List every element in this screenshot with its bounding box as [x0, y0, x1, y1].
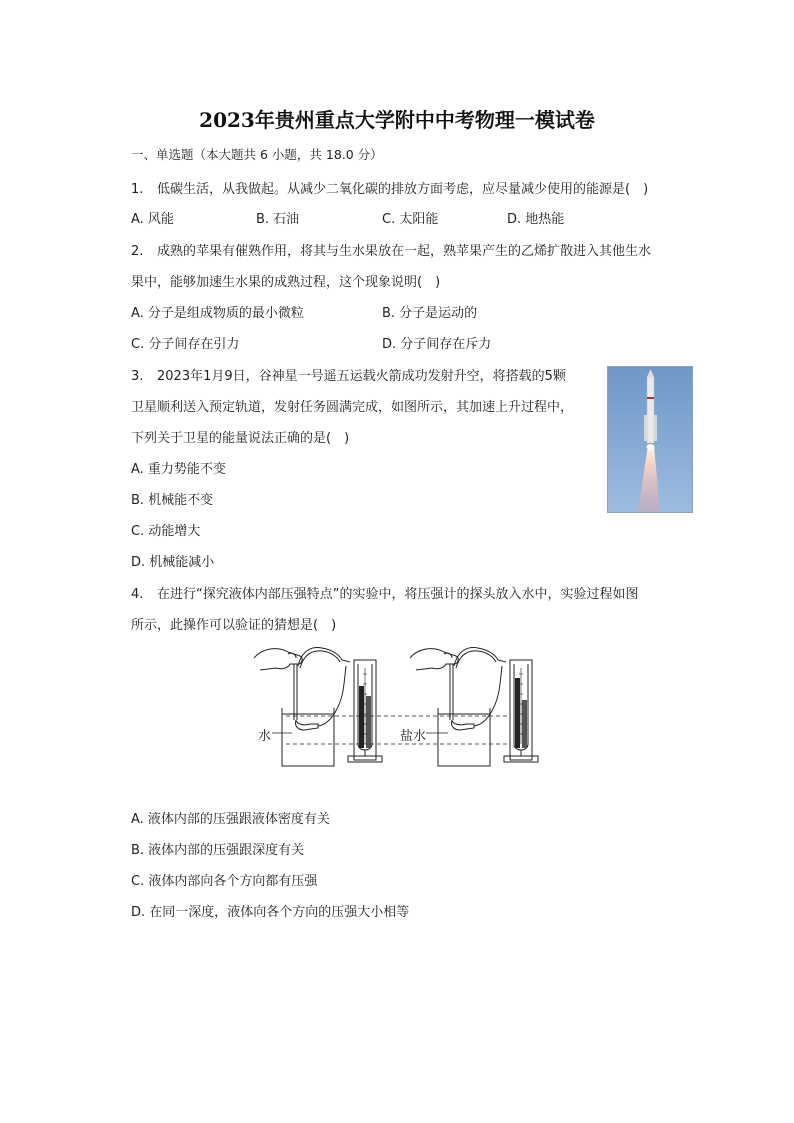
- q2-option-d: D. 分子间存在斥力: [382, 337, 492, 352]
- rocket-launch-image: [607, 366, 693, 513]
- q2-option-c: C. 分子间存在引力: [131, 337, 240, 352]
- q1-option-d: D. 地热能: [507, 212, 565, 227]
- label-water: 水: [258, 729, 272, 744]
- q1-option-c: C. 太阳能: [382, 212, 439, 227]
- q3-option-a: A. 重力势能不变: [131, 462, 226, 477]
- question-number: 4.: [131, 587, 144, 602]
- q3-option-c: C. 动能增大: [131, 524, 201, 539]
- question-3-stem-line2: 卫星顺利送入预定轨道，发射任务圆满完成，如图所示，其加速上升过程中，: [131, 400, 574, 415]
- question-1-stem: 1. 低碳生活，从我做起。从减少二氧化碳的排放方面考虑，应尽量减少使用的能源是( ): [131, 182, 649, 197]
- q1-option-a: A. 风能: [131, 212, 174, 227]
- section-heading: 一、单选题（本大题共 6 小题，共 18.0 分）: [131, 147, 383, 162]
- question-number: 2.: [131, 244, 144, 259]
- pressure-experiment-figure: [252, 644, 544, 772]
- question-2-stem-line2: 果中，能够加速生水果的成熟过程，这个现象说明( ): [131, 275, 441, 290]
- question-2-stem-line1: 2. 成熟的苹果有催熟作用，将其与生水果放在一起，熟苹果产生的乙烯扩散进入其他生水: [131, 244, 652, 259]
- q3-option-d: D. 机械能减小: [131, 555, 215, 570]
- q2-option-b: B. 分子是运动的: [382, 306, 478, 321]
- question-number: 1.: [131, 182, 144, 197]
- q2-option-a: A. 分子是组成物质的最小微粒: [131, 306, 304, 321]
- q4-option-d: D. 在同一深度，液体向各个方向的压强大小相等: [131, 905, 410, 920]
- question-number: 3.: [131, 369, 144, 384]
- manometer-diagram-icon: [252, 644, 544, 772]
- q3-option-b: B. 机械能不变: [131, 493, 214, 508]
- question-3-stem-line3: 下列关于卫星的能量说法正确的是( ): [131, 431, 350, 446]
- q1-option-b: B. 石油: [256, 212, 300, 227]
- q4-option-a: A. 液体内部的压强跟液体密度有关: [131, 812, 330, 827]
- question-4-stem-line1: 4. 在进行“探究液体内部压强特点”的实验中，将压强计的探头放入水中，实验过程如图: [131, 587, 639, 602]
- q4-option-c: C. 液体内部向各个方向都有压强: [131, 874, 318, 889]
- rocket-icon: [608, 367, 692, 512]
- question-3-stem-line1: 3. 2023年1月9日，谷神星一号遥五运载火箭成功发射升空，将搭载的5颗: [131, 369, 566, 384]
- page-title: 2023年贵州重点大学附中中考物理一模试卷: [199, 108, 595, 132]
- q4-option-b: B. 液体内部的压强跟深度有关: [131, 843, 305, 858]
- question-4-stem-line2: 所示，此操作可以验证的猜想是( ): [131, 618, 337, 633]
- label-salt-water: 盐水: [400, 729, 427, 744]
